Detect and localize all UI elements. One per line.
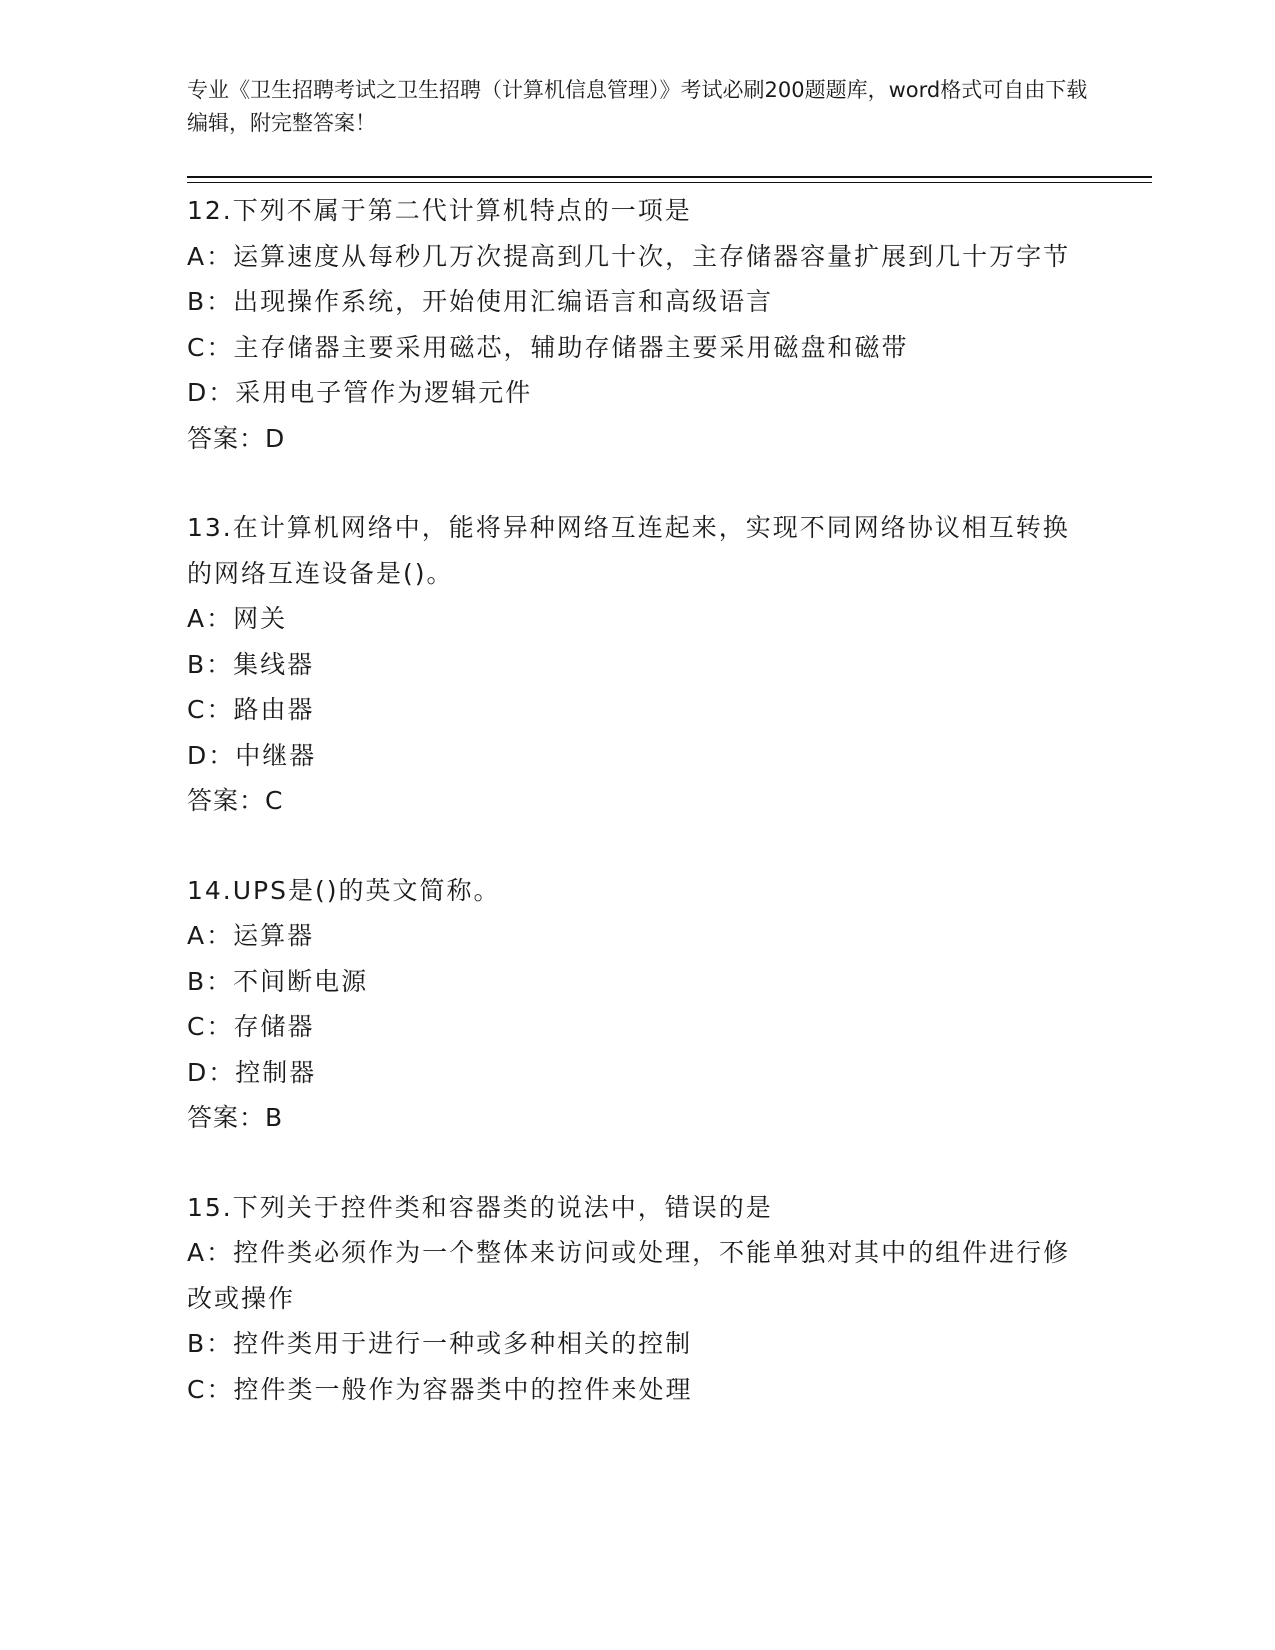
option-d: D：采用电子管作为逻辑元件 xyxy=(187,378,533,407)
option-c: C：存储器 xyxy=(187,1012,315,1041)
option-b: B：出现操作系统，开始使用汇编语言和高级语言 xyxy=(187,287,774,316)
question-stem: 12.下列不属于第二代计算机特点的一项是 xyxy=(187,196,692,225)
option-b: B：集线器 xyxy=(187,649,315,679)
question-15 xyxy=(187,1185,1087,1413)
option-c: C：路由器 xyxy=(187,695,315,724)
question-stem: 13.在计算机网络中，能将异种网络互连起来，实现不同网络协议相互转换的网络互连设备是()。 xyxy=(187,513,1070,588)
option-d: D：中继器 xyxy=(187,740,317,770)
question-list xyxy=(187,188,1087,1456)
header-rule-thick xyxy=(187,176,1152,178)
answer: 答案：B xyxy=(187,1103,284,1132)
option-c: C：主存储器主要采用磁芯，辅助存储器主要采用磁盘和磁带 xyxy=(187,332,909,362)
answer: 答案：C xyxy=(187,786,284,815)
question-13 xyxy=(187,505,1087,824)
option-a: A：运算器 xyxy=(187,921,315,950)
option-b: B：不间断电源 xyxy=(187,966,369,996)
answer: 答案：D xyxy=(187,423,286,453)
header-note: 专业《卫生招聘考试之卫生招聘（计算机信息管理）》考试必刷200题题库，word格式可自由下载编辑，附完整答案！ xyxy=(187,78,1088,135)
question-stem: 14.UPS是()的英文简称。 xyxy=(187,875,501,905)
option-a: A：运算速度从每秒几万次提高到几十次，主存储器容量扩展到几十万字节 xyxy=(187,241,1071,271)
option-c: C：控件类一般作为容器类中的控件来处理 xyxy=(187,1374,693,1404)
header-rule-thin xyxy=(187,182,1152,183)
option-a: A：网关 xyxy=(187,604,288,633)
option-d: D：控制器 xyxy=(187,1057,317,1087)
document-page xyxy=(187,0,1152,1650)
question-stem: 15.下列关于控件类和容器类的说法中，错误的是 xyxy=(187,1192,773,1222)
option-b: B：控件类用于进行一种或多种相关的控制 xyxy=(187,1329,693,1358)
question-14 xyxy=(187,868,1087,1141)
option-a: A：控件类必须作为一个整体来访问或处理，不能单独对其中的组件进行修改或操作 xyxy=(187,1238,1071,1313)
question-12 xyxy=(187,188,1087,461)
